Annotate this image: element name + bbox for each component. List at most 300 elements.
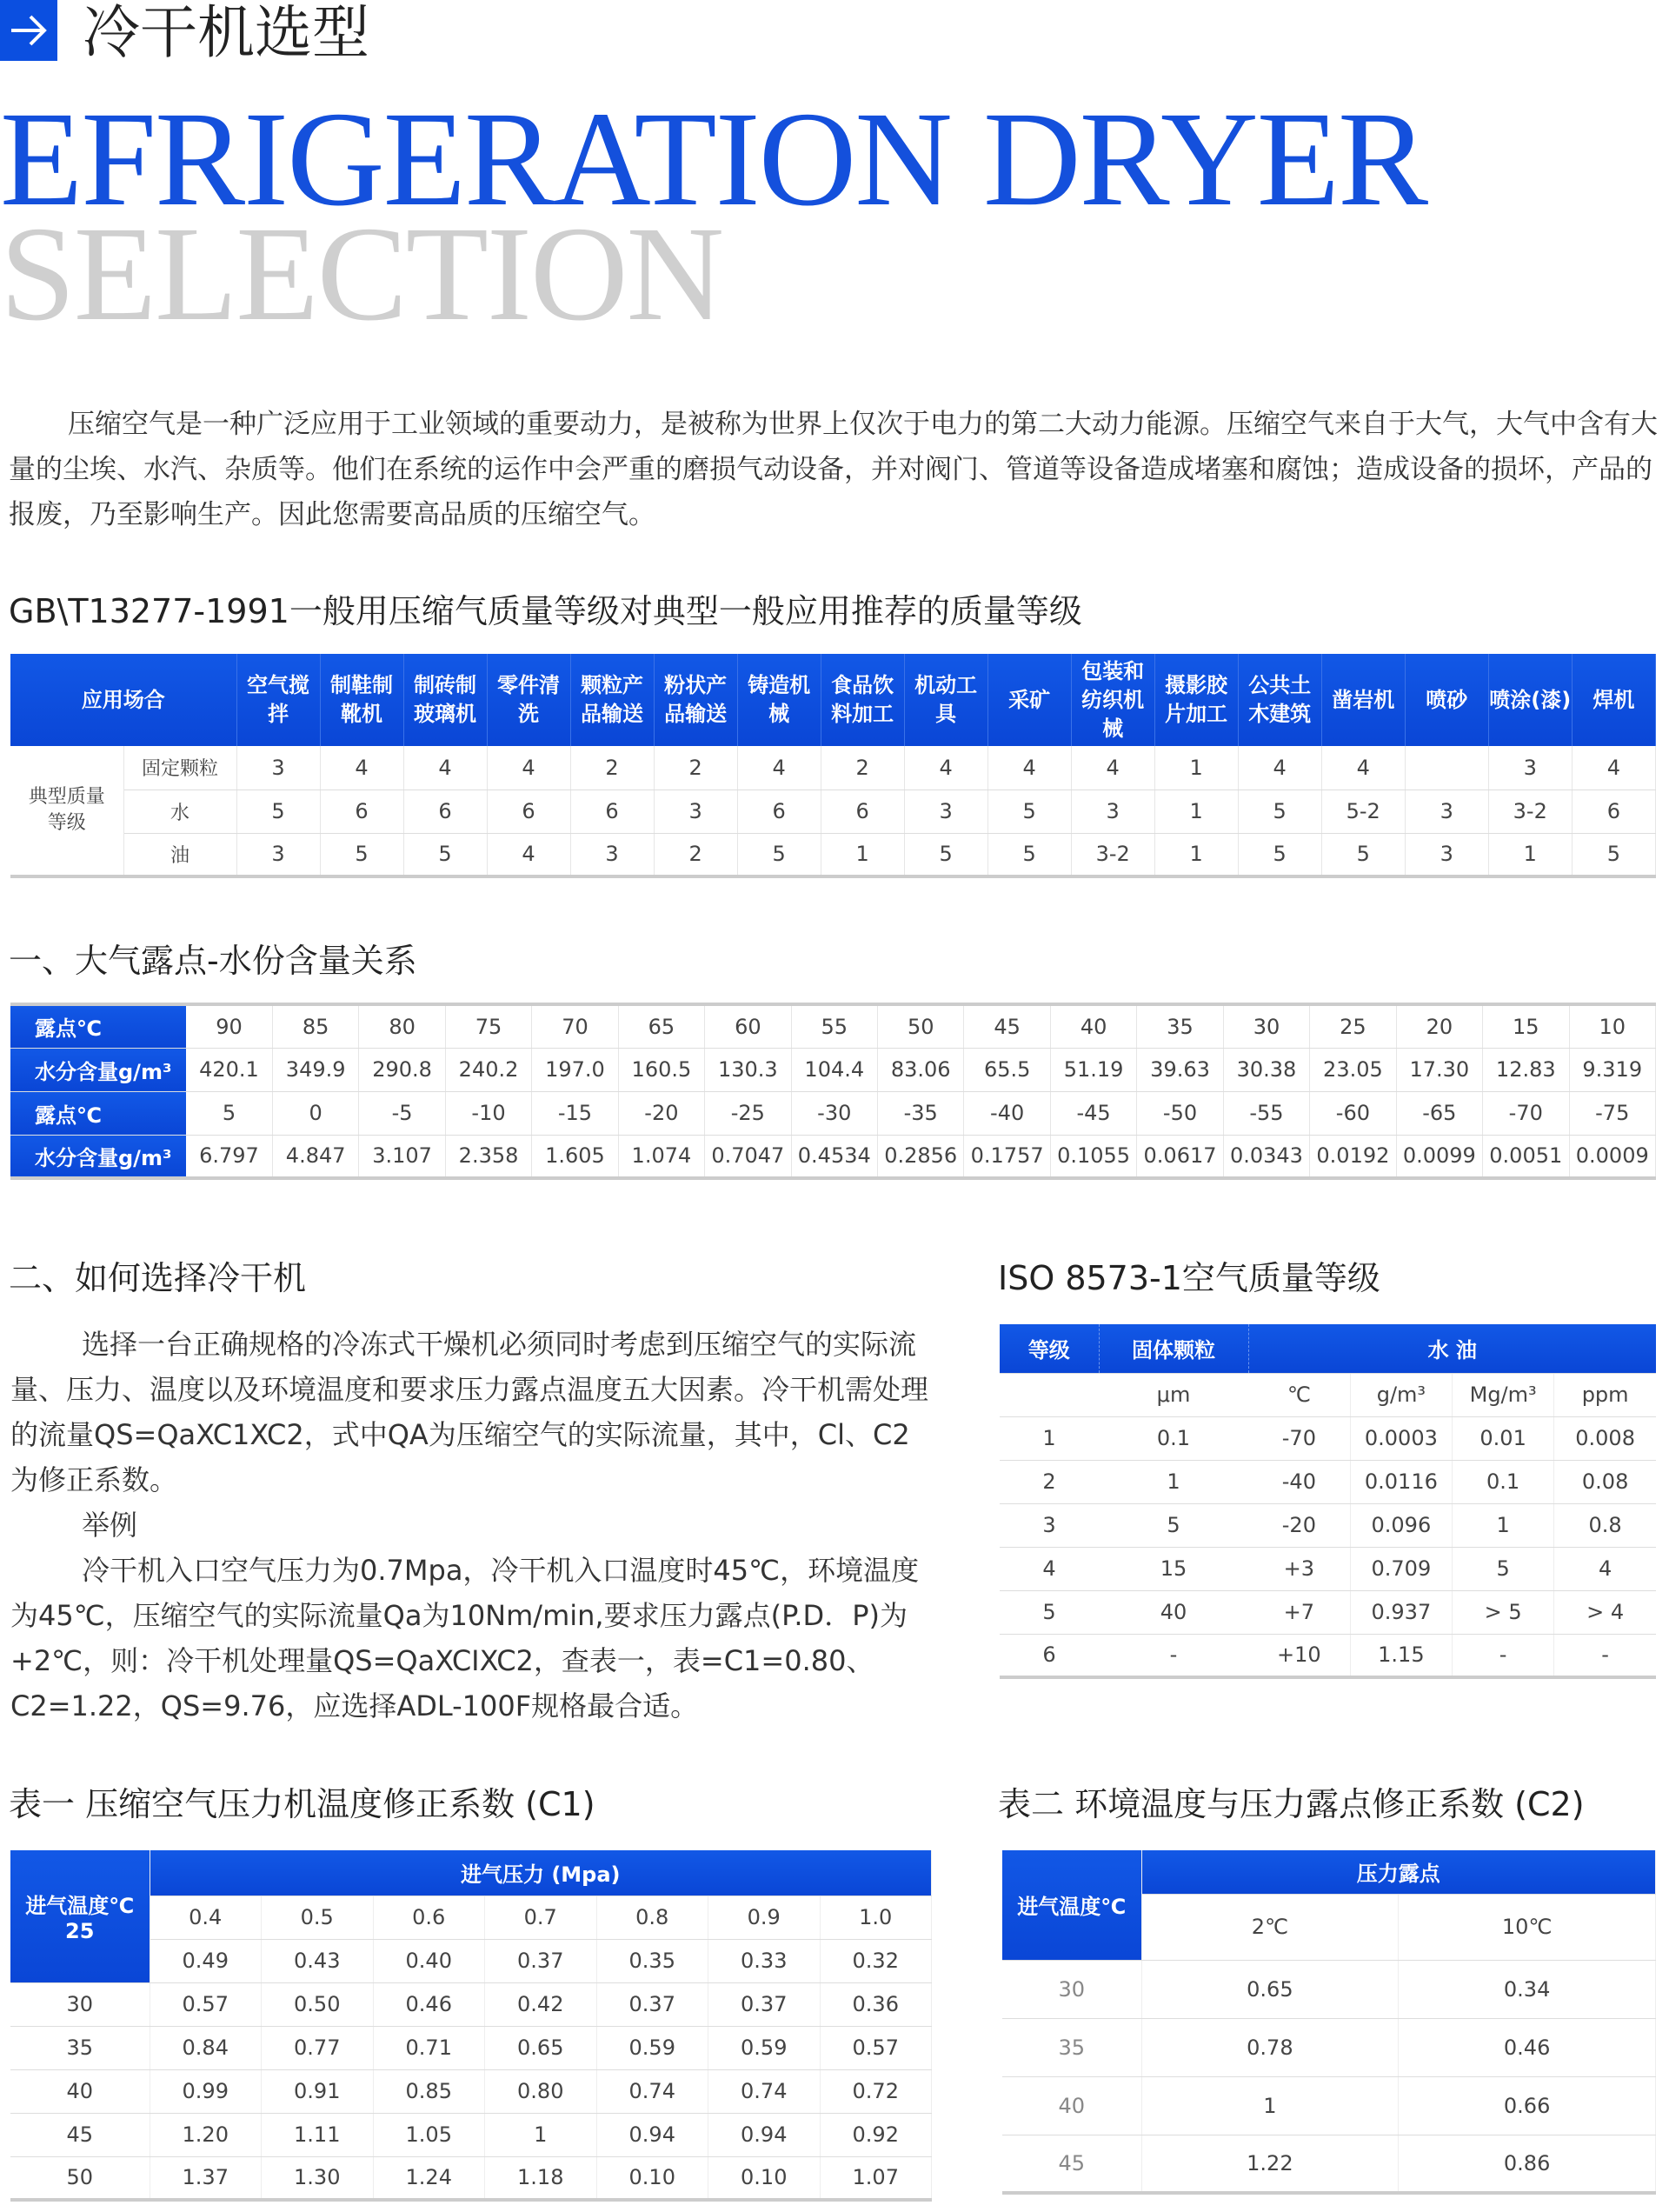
row-label: 水分含量g/m³ <box>10 1048 186 1091</box>
table-cell: 3 <box>1071 790 1154 833</box>
table-cell: 2 <box>821 746 904 790</box>
table-cell: 2 <box>1000 1460 1099 1503</box>
table-cell: -50 <box>1137 1091 1223 1135</box>
table-cell: 0.78 <box>1141 2018 1399 2076</box>
column-header: 公共土木建筑 <box>1238 654 1321 746</box>
table-cell: 80 <box>359 1004 445 1048</box>
table-cell: 4 <box>904 746 987 790</box>
temp-cell: 40 <box>10 2069 150 2113</box>
table-cell: 4 <box>1071 746 1154 790</box>
table-cell: 1.11 <box>262 2113 374 2156</box>
table-cell: 1.07 <box>820 2156 932 2200</box>
selection-p3: 冷干机入口空气压力为0.7Mpa，冷干机入口温度时45℃，环境温度为45℃，压缩空气的实际流量Qa为10Nm/min,要求压力露点(P.D．P)为+2℃，则：冷干机处理量QS=QaXCIXC2，查表一，表=C1=0.80、C2=1.22，QS=9.76，应选择ADL-100F规格最合适。 <box>10 1554 920 1722</box>
pressure-cell: 0.7 <box>485 1896 597 1939</box>
table-cell: 349.9 <box>272 1048 358 1091</box>
table-row <box>10 2026 932 2069</box>
table-cell: 1 <box>1453 1503 1554 1547</box>
unit-cell: Mg/m³ <box>1453 1373 1554 1416</box>
table-cell: 0.2856 <box>878 1135 964 1178</box>
selection-p1: 选择一台正确规格的冷冻式干燥机必须同时考虑到压缩空气的实际流量、压力、温度以及环境温度和要求压力露点温度五大因素。冷干机需处理的流量QS=QaXC1XC2，式中QA为压缩空气的实际流量，其中，Cl、C2为修正系数。 <box>10 1328 929 1496</box>
table-row <box>1002 2018 1656 2076</box>
unit-cell: μm <box>1099 1373 1248 1416</box>
table-cell: -5 <box>359 1091 445 1135</box>
column-header: 采矿 <box>987 654 1071 746</box>
table-cell: 1.20 <box>150 2113 262 2156</box>
table-cell: 1 <box>485 2113 597 2156</box>
table-cell: 4 <box>1321 746 1405 790</box>
header-grade: 等级 <box>1000 1324 1099 1373</box>
table-cell: 0.08 <box>1554 1460 1656 1503</box>
table-cell: 1.605 <box>532 1135 618 1178</box>
table-cell: -70 <box>1483 1091 1569 1135</box>
table-cell: 0.72 <box>820 2069 932 2113</box>
table-cell: 4 <box>403 746 487 790</box>
table-cell: 0.85 <box>373 2069 485 2113</box>
table-cell: 0.01 <box>1453 1416 1554 1460</box>
table-cell: 0.59 <box>596 2026 708 2069</box>
column-header: 空气搅拌 <box>236 654 320 746</box>
table-row <box>1000 1416 1656 1460</box>
header-row <box>1002 1850 1656 1894</box>
c2-title: 表二 环境温度与压力露点修正系数 (C2) <box>998 1785 1585 1823</box>
table-cell: 75 <box>445 1004 531 1048</box>
column-header: 制鞋制靴机 <box>320 654 403 746</box>
table-cell: 0.65 <box>1141 1960 1399 2018</box>
table-cell: 240.2 <box>445 1048 531 1091</box>
table-cell: 0.80 <box>485 2069 597 2113</box>
iso-table <box>1000 1324 1656 1679</box>
table-cell: -60 <box>1310 1091 1396 1135</box>
table-cell: 3 <box>570 833 654 876</box>
table-cell: 0.0192 <box>1310 1135 1396 1178</box>
units-row <box>1000 1373 1656 1416</box>
table-cell: 1 <box>1488 833 1572 876</box>
table-cell: 1 <box>1000 1416 1099 1460</box>
table-cell: 60 <box>705 1004 791 1048</box>
table-cell: 420.1 <box>186 1048 272 1091</box>
table-row <box>1000 1503 1656 1547</box>
table-cell: 85 <box>272 1004 358 1048</box>
table-cell: 10 <box>1569 1004 1656 1048</box>
table-cell: -75 <box>1569 1091 1656 1135</box>
selection-title: 二、如何选择冷干机 <box>9 1259 307 1297</box>
column-header: 颗粒产品输送 <box>570 654 654 746</box>
temp-cell: 40 <box>1002 2076 1141 2135</box>
table-cell: 15 <box>1483 1004 1569 1048</box>
dew-point-table <box>10 1003 1656 1180</box>
table-cell: 0.1757 <box>964 1135 1050 1178</box>
table-cell <box>1405 746 1488 790</box>
table-cell: 30.38 <box>1223 1048 1309 1091</box>
table-cell: 0.46 <box>373 1982 485 2026</box>
unit-cell <box>1000 1373 1099 1416</box>
table-cell: -25 <box>705 1091 791 1135</box>
table-cell: 1 <box>1154 790 1238 833</box>
column-header: 制砖制玻璃机 <box>403 654 487 746</box>
table-cell: 5-2 <box>1321 790 1405 833</box>
table-cell: 3 <box>904 790 987 833</box>
table-row <box>1000 1634 1656 1677</box>
table-cell: 104.4 <box>791 1048 877 1091</box>
table-cell: 0.49 <box>150 1939 262 1982</box>
column-header: 凿岩机 <box>1321 654 1405 746</box>
table-cell: 0.37 <box>708 1982 821 2026</box>
table-cell: 0.096 <box>1350 1503 1452 1547</box>
header-water-oil: 水 油 <box>1248 1324 1656 1373</box>
temp-cell: 45 <box>10 2113 150 2156</box>
gb-quality-table <box>10 654 1656 878</box>
table-cell: 5 <box>737 833 821 876</box>
english-title-line1: EFRIGERATION DRYER <box>0 83 1427 234</box>
table-cell: -15 <box>532 1091 618 1135</box>
table-cell: 6 <box>487 790 570 833</box>
table-cell: 20 <box>1396 1004 1482 1048</box>
table-row <box>10 2113 932 2156</box>
header-row <box>1000 1324 1656 1373</box>
table-cell: 290.8 <box>359 1048 445 1091</box>
table-cell: 5 <box>320 833 403 876</box>
table-cell: 6 <box>737 790 821 833</box>
table-cell: 197.0 <box>532 1048 618 1091</box>
unit-cell: g/m³ <box>1350 1373 1452 1416</box>
table-cell: 4 <box>487 833 570 876</box>
table-cell: -20 <box>618 1091 704 1135</box>
table-row <box>10 2156 932 2200</box>
table-cell: 30 <box>1223 1004 1309 1048</box>
table-cell: 0.0051 <box>1483 1135 1569 1178</box>
table-cell: -55 <box>1223 1091 1309 1135</box>
table-row <box>1002 1960 1656 2018</box>
table-cell: 1.30 <box>262 2156 374 2200</box>
table-cell: 6.797 <box>186 1135 272 1178</box>
english-title-line2: SELECTION <box>0 198 723 349</box>
c1-title: 表一 压缩空气压力机温度修正系数 (C1) <box>9 1785 595 1823</box>
pressure-cell: 0.5 <box>262 1896 374 1939</box>
dew-table-title: 一、大气露点-水份含量关系 <box>9 942 417 980</box>
table-cell: 0.92 <box>820 2113 932 2156</box>
page-title: 冷干机选型 <box>83 0 369 66</box>
table-cell: 0.0003 <box>1350 1416 1452 1460</box>
table-cell: - <box>1453 1634 1554 1677</box>
column-header: 喷涂(漆) <box>1488 654 1572 746</box>
table-cell: 1.22 <box>1141 2135 1399 2193</box>
temp-cell: 50 <box>10 2156 150 2200</box>
table-cell: 3 <box>1405 833 1488 876</box>
table-cell: 6 <box>320 790 403 833</box>
pressure-cell: 0.9 <box>708 1896 821 1939</box>
table-cell: 39.63 <box>1137 1048 1223 1091</box>
column-header: 零件清洗 <box>487 654 570 746</box>
header-row <box>10 1850 932 1896</box>
temp-cell: 45 <box>1002 2135 1141 2193</box>
temp-cell: 30 <box>10 1982 150 2026</box>
header-particle: 固体颗粒 <box>1099 1324 1248 1373</box>
table-cell: 2 <box>654 833 737 876</box>
iso-title: ISO 8573-1空气质量等级 <box>998 1259 1380 1297</box>
corner-header: 应用场合 <box>10 654 236 746</box>
table-cell: -10 <box>445 1091 531 1135</box>
column-header: 食品饮料加工 <box>821 654 904 746</box>
table-cell: 3 <box>654 790 737 833</box>
table-cell: 0.7047 <box>705 1135 791 1178</box>
table-cell: 55 <box>791 1004 877 1048</box>
table-row <box>1002 2076 1656 2135</box>
table-cell: 6 <box>1000 1634 1099 1677</box>
table-cell: -65 <box>1396 1091 1482 1135</box>
table-cell: 5 <box>1000 1590 1099 1634</box>
table-cell: 9.319 <box>1569 1048 1656 1091</box>
table-cell: 0.94 <box>596 2113 708 2156</box>
table-cell: 23.05 <box>1310 1048 1396 1091</box>
table-cell: - <box>1099 1634 1248 1677</box>
table-cell: 17.30 <box>1396 1048 1482 1091</box>
table-row <box>10 746 1656 790</box>
table-cell: 0.34 <box>1399 1960 1656 2018</box>
table-cell: 0.32 <box>820 1939 932 1982</box>
table-cell: 1 <box>1099 1460 1248 1503</box>
table-cell: 3 <box>1000 1503 1099 1547</box>
table-cell: 5 <box>904 833 987 876</box>
table-cell: 3 <box>236 833 320 876</box>
unit-cell: ℃ <box>1248 1373 1350 1416</box>
table-cell: 0.35 <box>596 1939 708 1982</box>
table-cell: 50 <box>878 1004 964 1048</box>
table-cell: 2.358 <box>445 1135 531 1178</box>
intro-paragraph: 压缩空气是一种广泛应用于工业领域的重要动力，是被称为世界上仅次于电力的第二大动力能源。压缩空气来自于大气，大气中含有大量的尘埃、水汽、杂质等。他们在系统的运作中会严重的磨损气动设备，并对阀门、管道等设备造成堵塞和腐蚀；造成设备的损坏，产品的报废，乃至影响生产。因此您需要高品质的压缩空气。 <box>9 409 1658 530</box>
table-cell: 0.0099 <box>1396 1135 1482 1178</box>
table-row <box>1000 1460 1656 1503</box>
gb-table-title: GB\T13277-1991一般用压缩气质量等级对典型一般应用推荐的质量等级 <box>9 592 1082 630</box>
table-cell: 0.0617 <box>1137 1135 1223 1178</box>
table-cell: 1 <box>1154 833 1238 876</box>
table-cell: - <box>1554 1634 1656 1677</box>
row-label: 油 <box>123 833 236 876</box>
table-cell: > 5 <box>1453 1590 1554 1634</box>
table-cell: 1 <box>1154 746 1238 790</box>
table-row <box>1000 1590 1656 1634</box>
c1-table <box>10 1850 932 2202</box>
table-cell: 0.37 <box>485 1939 597 1982</box>
table-cell: 0.1 <box>1099 1416 1248 1460</box>
table-row <box>1000 1547 1656 1590</box>
pressure-cell: 0.4 <box>150 1896 262 1939</box>
group-header: 进气压力 (Mpa) <box>150 1850 932 1896</box>
table-cell: 5 <box>1238 790 1321 833</box>
table-cell: 1.074 <box>618 1135 704 1178</box>
table-cell: 0.57 <box>150 1982 262 2026</box>
table-cell: 0.91 <box>262 2069 374 2113</box>
table-cell: 4 <box>987 746 1071 790</box>
temp-cell: 35 <box>10 2026 150 2069</box>
table-cell: 0.42 <box>485 1982 597 2026</box>
table-cell: 0.36 <box>820 1982 932 2026</box>
table-cell: 90 <box>186 1004 272 1048</box>
pressure-cell: 0.8 <box>596 1896 708 1939</box>
table-cell: 1 <box>1141 2076 1399 2135</box>
table-row <box>10 1982 932 2026</box>
row-label: 露点℃ <box>10 1004 186 1048</box>
table-cell: 1 <box>821 833 904 876</box>
table-cell: 4 <box>1000 1547 1099 1590</box>
row-label: 水分含量g/m³ <box>10 1135 186 1178</box>
table-cell: -40 <box>1248 1460 1350 1503</box>
header-row <box>10 654 1656 746</box>
c2-table <box>1002 1850 1656 2195</box>
table-cell: 65.5 <box>964 1048 1050 1091</box>
table-cell: 5 <box>1321 833 1405 876</box>
column-header: 铸造机械 <box>737 654 821 746</box>
table-cell: 160.5 <box>618 1048 704 1091</box>
table-row <box>10 1004 1656 1048</box>
column-header: 摄影胶片加工 <box>1154 654 1238 746</box>
dewpoint-cell: 2℃ <box>1141 1894 1399 1960</box>
table-row <box>10 2069 932 2113</box>
table-cell: 1.24 <box>373 2156 485 2200</box>
table-cell: 6 <box>570 790 654 833</box>
table-cell: 1.37 <box>150 2156 262 2200</box>
table-cell: 51.19 <box>1050 1048 1136 1091</box>
table-cell: 0.0116 <box>1350 1460 1452 1503</box>
table-cell: 0.10 <box>596 2156 708 2200</box>
table-cell: 40 <box>1099 1590 1248 1634</box>
arrow-right-icon <box>0 0 57 61</box>
table-cell: 0.1 <box>1453 1460 1554 1503</box>
selection-p2: 举例 <box>82 1509 138 1542</box>
table-cell: 40 <box>1050 1004 1136 1048</box>
table-cell: > 4 <box>1554 1590 1656 1634</box>
table-cell: 0.71 <box>373 2026 485 2069</box>
table-cell: 0 <box>272 1091 358 1135</box>
dewpoint-cell: 10℃ <box>1399 1894 1656 1960</box>
table-cell: 0.84 <box>150 2026 262 2069</box>
table-cell: 3 <box>236 746 320 790</box>
table-cell: 0.1055 <box>1050 1135 1136 1178</box>
table-row <box>10 790 1656 833</box>
table-cell: 0.43 <box>262 1939 374 1982</box>
table-cell: 130.3 <box>705 1048 791 1091</box>
table-cell: 6 <box>1572 790 1655 833</box>
table-cell: 5 <box>987 790 1071 833</box>
table-cell: 1.18 <box>485 2156 597 2200</box>
table-cell: 65 <box>618 1004 704 1048</box>
table-cell: +10 <box>1248 1634 1350 1677</box>
table-cell: 6 <box>403 790 487 833</box>
table-cell: 0.10 <box>708 2156 821 2200</box>
table-cell: -30 <box>791 1091 877 1135</box>
table-cell: 45 <box>964 1004 1050 1048</box>
table-cell: 0.66 <box>1399 2076 1656 2135</box>
table-cell: 5 <box>1238 833 1321 876</box>
table-cell: 0.937 <box>1350 1590 1452 1634</box>
table-cell: 2 <box>570 746 654 790</box>
column-header: 机动工具 <box>904 654 987 746</box>
table-cell: 5 <box>1453 1547 1554 1590</box>
table-cell: 83.06 <box>878 1048 964 1091</box>
corner-line1: 进气温度℃ <box>25 1894 135 1919</box>
table-cell: 5 <box>236 790 320 833</box>
table-cell: 4.847 <box>272 1135 358 1178</box>
table-cell: 0.50 <box>262 1982 374 2026</box>
table-cell: -40 <box>964 1091 1050 1135</box>
table-cell: 0.8 <box>1554 1503 1656 1547</box>
table-cell: 0.77 <box>262 2026 374 2069</box>
corner-header: 进气温度℃ <box>1002 1850 1141 1960</box>
table-cell: 5 <box>987 833 1071 876</box>
column-header: 包装和纺织机械 <box>1071 654 1154 746</box>
table-cell: 5 <box>1572 833 1655 876</box>
table-cell: 35 <box>1137 1004 1223 1048</box>
temp-cell: 35 <box>1002 2018 1141 2076</box>
table-cell: 3 <box>1405 790 1488 833</box>
table-cell: 0.74 <box>596 2069 708 2113</box>
table-cell: -20 <box>1248 1503 1350 1547</box>
table-cell: 6 <box>821 790 904 833</box>
temp-cell: 30 <box>1002 1960 1141 2018</box>
group-header: 压力露点 <box>1141 1850 1656 1894</box>
table-cell: -70 <box>1248 1416 1350 1460</box>
table-cell: 4 <box>320 746 403 790</box>
table-row <box>10 1048 1656 1091</box>
table-row <box>1002 2135 1656 2193</box>
table-cell: 0.4534 <box>791 1135 877 1178</box>
table-cell: 4 <box>487 746 570 790</box>
row-label: 固定颗粒 <box>123 746 236 790</box>
table-cell: 5 <box>186 1091 272 1135</box>
table-cell: 0.59 <box>708 2026 821 2069</box>
table-cell: 0.65 <box>485 2026 597 2069</box>
pressure-cell: 0.6 <box>373 1896 485 1939</box>
selection-text <box>10 1322 936 1729</box>
table-cell: 70 <box>532 1004 618 1048</box>
row-label: 露点℃ <box>10 1091 186 1135</box>
table-cell: 0.709 <box>1350 1547 1452 1590</box>
table-cell: 0.008 <box>1554 1416 1656 1460</box>
table-cell: 25 <box>1310 1004 1396 1048</box>
table-cell: 4 <box>1238 746 1321 790</box>
table-row <box>10 833 1656 876</box>
table-cell: 0.74 <box>708 2069 821 2113</box>
corner-header <box>10 1850 150 1982</box>
table-cell: -35 <box>878 1091 964 1135</box>
table-cell: 3.107 <box>359 1135 445 1178</box>
table-cell: 0.40 <box>373 1939 485 1982</box>
table-cell: 0.46 <box>1399 2018 1656 2076</box>
column-header: 粉状产品输送 <box>654 654 737 746</box>
table-cell: 3-2 <box>1071 833 1154 876</box>
table-cell: +3 <box>1248 1547 1350 1590</box>
table-cell: 0.86 <box>1399 2135 1656 2193</box>
table-cell: 4 <box>737 746 821 790</box>
unit-cell: ppm <box>1554 1373 1656 1416</box>
table-cell: 2 <box>654 746 737 790</box>
table-cell: 0.33 <box>708 1939 821 1982</box>
table-cell: 0.99 <box>150 2069 262 2113</box>
row-label: 水 <box>123 790 236 833</box>
column-header: 焊机 <box>1572 654 1655 746</box>
table-cell: 0.0343 <box>1223 1135 1309 1178</box>
table-cell: 0.37 <box>596 1982 708 2026</box>
corner-line2: 25 <box>65 1919 95 1944</box>
table-cell: 1.15 <box>1350 1634 1452 1677</box>
table-cell: 5 <box>1099 1503 1248 1547</box>
table-cell: 0.57 <box>820 2026 932 2069</box>
table-cell: -45 <box>1050 1091 1136 1135</box>
table-cell: 3-2 <box>1488 790 1572 833</box>
table-cell: 0.0009 <box>1569 1135 1656 1178</box>
table-row <box>10 1135 1656 1178</box>
table-cell: 0.94 <box>708 2113 821 2156</box>
table-cell: +7 <box>1248 1590 1350 1634</box>
